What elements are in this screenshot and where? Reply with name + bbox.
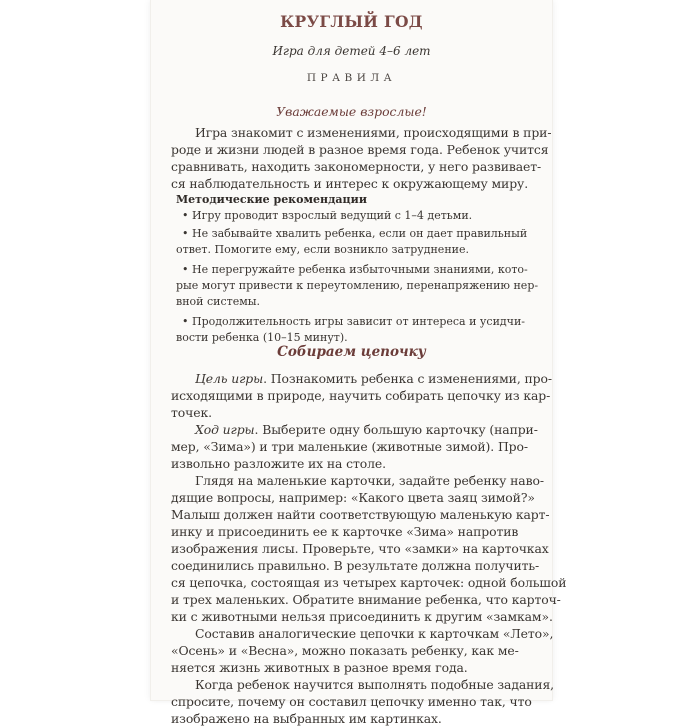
methodology-line: вости ребенка (10–15 минут). [176, 331, 348, 344]
intro-line: ся наблюдательность и интерес к окружающему миру. [171, 176, 529, 191]
move-line: Глядя на маленькие карточки, задайте ребенку наво- [195, 473, 544, 488]
intro-line: сравнивать, находить закономерности, у него развивает- [171, 159, 542, 174]
move-label: Ход игры [195, 422, 255, 437]
rules-leaflet [151, 0, 567, 726]
methodology-line: рые могут привести к переутомлению, перенапряжению нер- [176, 279, 539, 292]
move-line: спросите, почему он составил цепочку именно так, что [171, 694, 532, 709]
move-line: дящие вопросы, например: «Какого цвета заяц зимой?» [171, 490, 535, 505]
intro-paragraph [171, 124, 552, 192]
move-line: извольно разложите их на столе. [171, 456, 386, 471]
move-line: ки с животными нельзя присоединить к другим «замкам». [171, 609, 553, 624]
methodology-line: • Не забывайте хвалить ребенка, если он дает правильный [182, 227, 528, 240]
move-line: изображения лисы. Проверьте, что «замки» на карточках [171, 541, 549, 556]
move-line: изображено на выбранных им картинках. [171, 711, 442, 726]
move-line: «Осень» и «Весна», можно показать ребенку, как ме- [171, 643, 519, 658]
methodology-list [176, 208, 539, 346]
methodology-line: ответ. Помогите ему, если возникло затруднение. [176, 243, 469, 256]
move-line [171, 421, 538, 438]
goal-label: Цель игры [195, 371, 264, 386]
methodology-line: • Не перегружайте ребенка избыточными знаниями, кото- [182, 263, 528, 276]
move-line: соединились правильно. В результате должна получить- [171, 558, 540, 573]
move-line: и трех маленьких. Обратите внимание ребенка, что карточ- [171, 592, 561, 607]
move-line: няется жизнь животных в разное время года. [171, 660, 468, 675]
intro-line: роде и жизни людей в разное время года. Ребенок учится [171, 142, 549, 157]
goal-line: точек. [171, 405, 212, 420]
move-line: мер, «Зима») и три маленькие (животные зимой). Про- [171, 439, 528, 454]
move-line: Малыш должен найти соответствующую маленькую карт- [171, 507, 550, 522]
goal-text: . Познакомить ребенка с изменениями, про- [263, 371, 552, 386]
greeting: Уважаемые взрослые! [276, 104, 427, 119]
rules-heading: ПРАВИЛА [306, 72, 397, 84]
move-text: . Выберите одну большую карточку (напри- [254, 422, 538, 437]
move-line: инку и присоединить ее к карточке «Зима» напротив [171, 524, 519, 539]
game-title: КРУГЛЫЙ ГОД [280, 12, 423, 31]
methodology-line: вной системы. [176, 295, 261, 308]
game-subtitle: Игра для детей 4–6 лет [272, 44, 431, 58]
move-line: Составив аналогические цепочки к карточкам «Лето», [195, 626, 554, 641]
methodology-line: • Продолжительность игры зависит от интереса и усидчи- [182, 315, 525, 328]
goal-line [171, 370, 552, 387]
goal-line: исходящими в природе, научить собирать цепочку из кар- [171, 388, 551, 403]
methodology-heading: Методические рекомендации [176, 193, 367, 206]
move-line: Когда ребенок научится выполнять подобные задания, [195, 677, 555, 692]
intro-line: Игра знакомит с изменениями, происходящими в при- [195, 125, 552, 140]
section-title: Собираем цепочку [277, 344, 426, 360]
methodology-line: • Игру проводит взрослый ведущий с 1–4 детьми. [182, 209, 473, 222]
game-instructions [171, 370, 567, 727]
move-line: ся цепочка, состоящая из четырех карточек: одной большой [171, 575, 567, 590]
